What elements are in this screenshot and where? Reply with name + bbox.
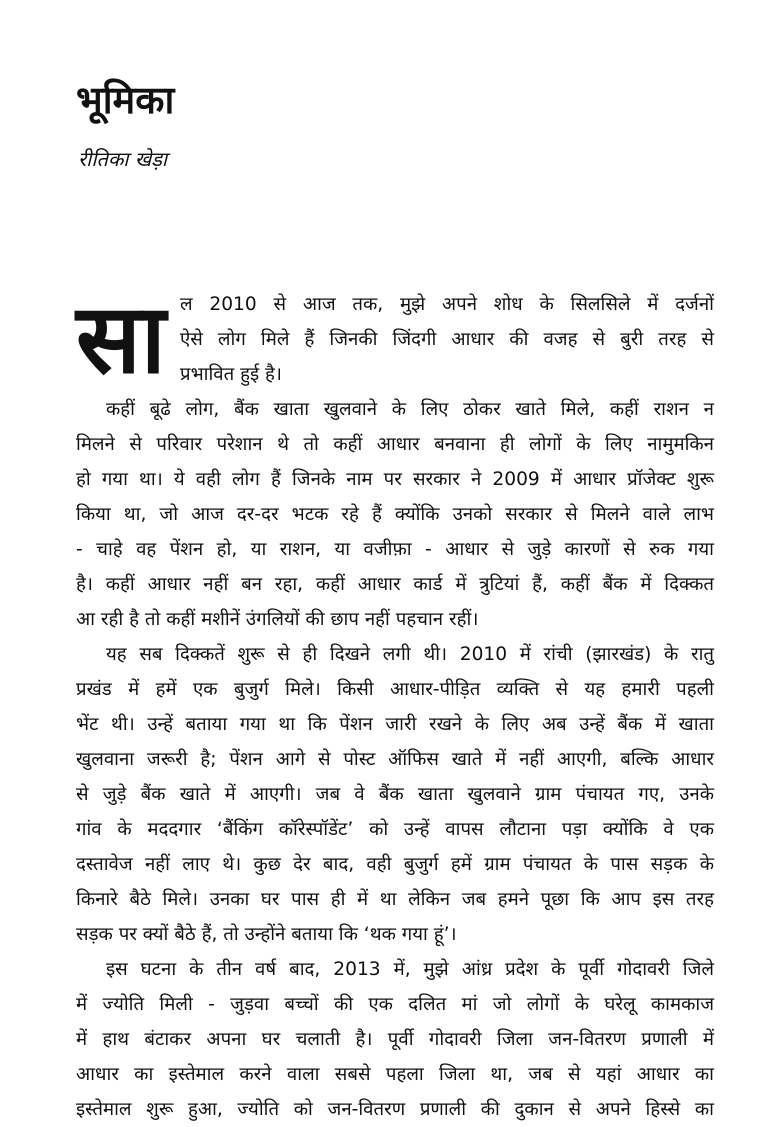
paragraph-3 <box>76 952 714 1127</box>
text-line: ल 2010 से आज तक, मुझे अपने शोध के सिलसिले में दर्जनों <box>180 294 714 315</box>
text-line: आ रही है तो कहीं मशीनें उंगलियों की छाप नहीं पहचान रहीं। <box>76 609 479 630</box>
author-name: रीतिका खेड़ा <box>78 147 168 171</box>
text-line: में ज्योति मिली - जुड़वा बच्चों की एक दलित मां जो लोगों के घरेलू कामकाज <box>76 994 714 1015</box>
text-line: से जुड़े बैंक खाते में आएगी। जब वे बैंक खाता खुलवाने ग्राम पंचायत गए, उनके <box>76 784 714 805</box>
text-line: आधार का इस्तेमाल करने वाला सबसे पहला जिला था, जब से यहां आधार का <box>76 1064 714 1085</box>
paragraph-2 <box>76 637 714 952</box>
text-line: प्रभावित हुई है। <box>180 364 282 385</box>
text-line: खुलवाना जरूरी है; पेंशन आगे से पोस्ट ऑफिस खाते में नहीं आएगी, बल्कि आधार <box>76 749 714 770</box>
text-line: मिलने से परिवार परेशान थे तो कहीं आधार बनवाना ही लोगों के लिए नामुमकिन <box>76 434 714 455</box>
text-line: इस्तेमाल शुरू हुआ, ज्योति को जन-वितरण प्रणाली की दुकान से अपने हिस्से का <box>76 1099 714 1120</box>
text-line: कहीं बूढे लोग, बैंक खाता खुलवाने के लिए ठोकर खाते मिले, कहीं राशन न <box>106 399 714 420</box>
drop-cap: सा <box>76 283 160 395</box>
paragraph-1 <box>76 392 714 637</box>
text-line: है। कहीं आधार नहीं बन रहा, कहीं आधार कार्ड में त्रुटियां हैं, कहीं बैंक में दिक्कत <box>76 574 714 595</box>
text-line: गांव के मददगार ‘बैंकिंग कॉरेस्पॉडेंट’ को उन्हें वापस लौटाना पड़ा क्योंकि वे एक <box>76 819 714 840</box>
text-line: हो गया था। ये वही लोग हैं जिनके नाम पर सरकार ने 2009 में आधार प्रॉजेक्ट शुरू <box>76 469 714 490</box>
text-line: प्रखंड में हमें एक बुजुर्ग मिले। किसी आधार-पीड़ित व्यक्ति से यह हमारी पहली <box>76 679 714 700</box>
text-line: - चाहे वह पेंशन हो, या राशन, या वजीफ़ा - आधार से जुड़े कारणों से रुक गया <box>76 539 714 560</box>
text-line: दस्तावेज नहीं लाए थे। कुछ देर बाद, वही बुजुर्ग हमें ग्राम पंचायत के पास सड़क के <box>76 854 714 875</box>
body-text <box>76 283 714 1127</box>
text-line: इस घटना के तीन वर्ष बाद, 2013 में, मुझे आंध्र प्रदेश के पूर्वी गोदावरी जिले <box>106 959 714 980</box>
text-line: सड़क पर क्यों बैठे हैं, तो उन्होंने बताया कि ‘थक गया हूं’। <box>76 924 457 945</box>
text-line: किया था, जो आज दर-दर भटक रहे हैं क्योंकि उनको सरकार से मिलने वाले लाभ <box>76 504 714 525</box>
opening-paragraph <box>76 283 714 395</box>
text-line: भेंट थी। उन्हें बताया गया था कि पेंशन जारी रखने के लिए अब उन्हें बैंक में खाता <box>76 714 714 735</box>
text-line: में हाथ बंटाकर अपना घर चलाती है। पूर्वी गोदावरी जिला जन-वितरण प्रणाली में <box>76 1029 714 1050</box>
chapter-title: भूमिका <box>76 78 175 122</box>
text-line: यह सब दिक्कतें शुरू से ही दिखने लगी थी। 2010 में रांची (झारखंड) के रातु <box>106 644 714 665</box>
opening-lines <box>180 287 714 392</box>
text-line: किनारे बैठे मिले। उनका घर पास ही में था लेकिन जब हमने पूछा कि आप इस तरह <box>76 889 714 910</box>
text-line: ऐसे लोग मिले हैं जिनकी जिंदगी आधार की वजह से बुरी तरह से <box>180 329 714 350</box>
